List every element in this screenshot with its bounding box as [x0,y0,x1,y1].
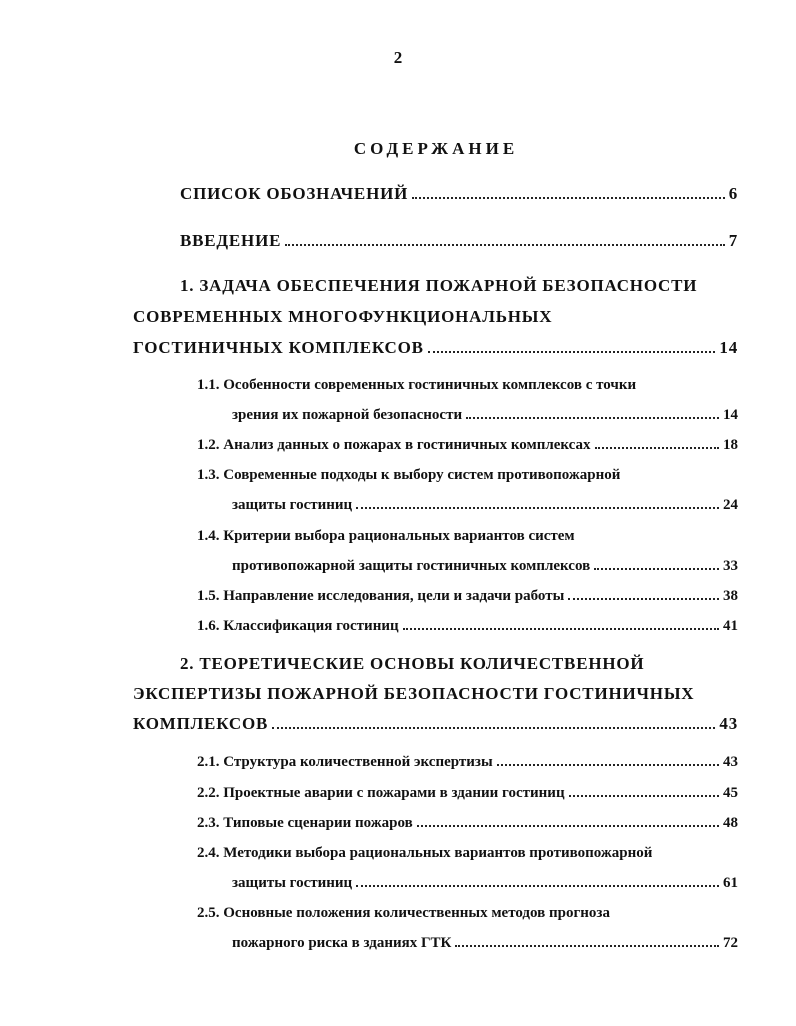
toc-title: СОДЕРЖАНИЕ [353,139,519,158]
toc-entry-page: 43 [719,714,738,733]
leader-dots [428,351,716,353]
toc-section-1-3-line1: 1.3. Современные подходы к выбору систем противопожарной [197,467,621,483]
leader-dots [356,885,719,887]
toc-entry-section-2-4 [232,875,738,892]
toc-entry-page: 33 [723,558,738,574]
toc-entry-page: 38 [723,588,738,604]
toc-entry-text: СПИСОК ОБОЗНАЧЕНИЙ [180,184,409,203]
toc-entry-text: противопожарной защиты гостиничных комплексов [232,558,591,574]
toc-section-2-4-line1: 2.4. Методики выбора рациональных вариантов противопожарной [197,845,653,861]
toc-entry-abbreviations [180,184,738,204]
toc-entry-page: 48 [723,815,738,831]
toc-entry-page: 18 [723,437,738,453]
toc-chapter1-line2: СОВРЕМЕННЫХ МНОГОФУНКЦИОНАЛЬНЫХ [133,307,553,326]
toc-entry-page: 61 [723,875,738,891]
toc-entry-text: 2.1. Структура количественной экспертизы [197,754,493,770]
toc-entry-section-1-3 [232,497,738,514]
toc-entry-section-1-4 [232,558,738,575]
leader-dots [285,244,724,246]
toc-entry-text: 1.6. Классификация гостиниц [197,618,399,634]
toc-entry-page: 43 [723,754,738,770]
leader-dots [497,764,719,766]
toc-entry-text: 2.2. Проектные аварии с пожарами в здании гостиниц [197,785,565,801]
toc-section-1-4-line1: 1.4. Критерии выбора рациональных вариантов систем [197,528,575,544]
leader-dots [417,825,719,827]
toc-entry-text: 1.2. Анализ данных о пожарах в гостиничных комплексах [197,437,591,453]
toc-entry-text: ГОСТИНИЧНЫХ КОМПЛЕКСОВ [133,338,424,357]
toc-entry-page: 45 [723,785,738,801]
toc-entry-section-1-5 [197,588,738,605]
page-number: 2 [393,48,403,67]
toc-entry-section-2-1 [197,754,738,771]
leader-dots [272,727,715,729]
toc-entry-chapter1 [133,338,738,358]
toc-entry-page: 7 [728,231,738,250]
leader-dots [569,795,719,797]
toc-entry-text: зрения их пожарной безопасности [232,407,463,423]
leader-dots [595,447,719,449]
toc-entry-page: 72 [723,935,738,951]
toc-chapter1-line1: 1. ЗАДАЧА ОБЕСПЕЧЕНИЯ ПОЖАРНОЙ БЕЗОПАСНОСТИ [180,276,698,295]
leader-dots [403,628,719,630]
toc-entry-page: 14 [723,407,738,423]
toc-entry-section-1-2 [197,437,738,454]
toc-entry-section-1-1 [232,407,738,424]
toc-entry-text: КОМПЛЕКСОВ [133,714,269,733]
toc-entry-text: 2.3. Типовые сценарии пожаров [197,815,413,831]
leader-dots [594,568,719,570]
toc-entry-page: 41 [723,618,738,634]
toc-section-1-1-line1: 1.1. Особенности современных гостиничных комплексов с точки [197,377,637,393]
toc-entry-text: защиты гостиниц [232,875,353,891]
toc-entry-chapter2 [133,714,738,734]
toc-entry-page: 6 [728,184,738,203]
toc-entry-page: 24 [723,497,738,513]
toc-chapter2-line1: 2. ТЕОРЕТИЧЕСКИЕ ОСНОВЫ КОЛИЧЕСТВЕННОЙ [180,654,645,673]
toc-entry-page: 14 [719,338,738,357]
leader-dots [412,197,725,199]
toc-section-2-5-line1: 2.5. Основные положения количественных методов прогноза [197,905,610,921]
toc-entry-section-2-5 [232,935,738,952]
toc-entry-text: пожарного риска в зданиях ГТК [232,935,452,951]
toc-entry-section-2-2 [197,785,738,802]
toc-entry-text: ВВЕДЕНИЕ [180,231,282,250]
leader-dots [455,945,719,947]
toc-entry-section-1-6 [197,618,738,635]
leader-dots [466,417,719,419]
toc-chapter2-line2: ЭКСПЕРТИЗЫ ПОЖАРНОЙ БЕЗОПАСНОСТИ ГОСТИНИЧНЫХ [133,684,695,703]
toc-entry-introduction [180,231,738,251]
toc-entry-text: 1.5. Направление исследования, цели и задачи работы [197,588,565,604]
toc-entry-section-2-3 [197,815,738,832]
leader-dots [568,598,719,600]
toc-entry-text: защиты гостиниц [232,497,353,513]
leader-dots [356,507,719,509]
